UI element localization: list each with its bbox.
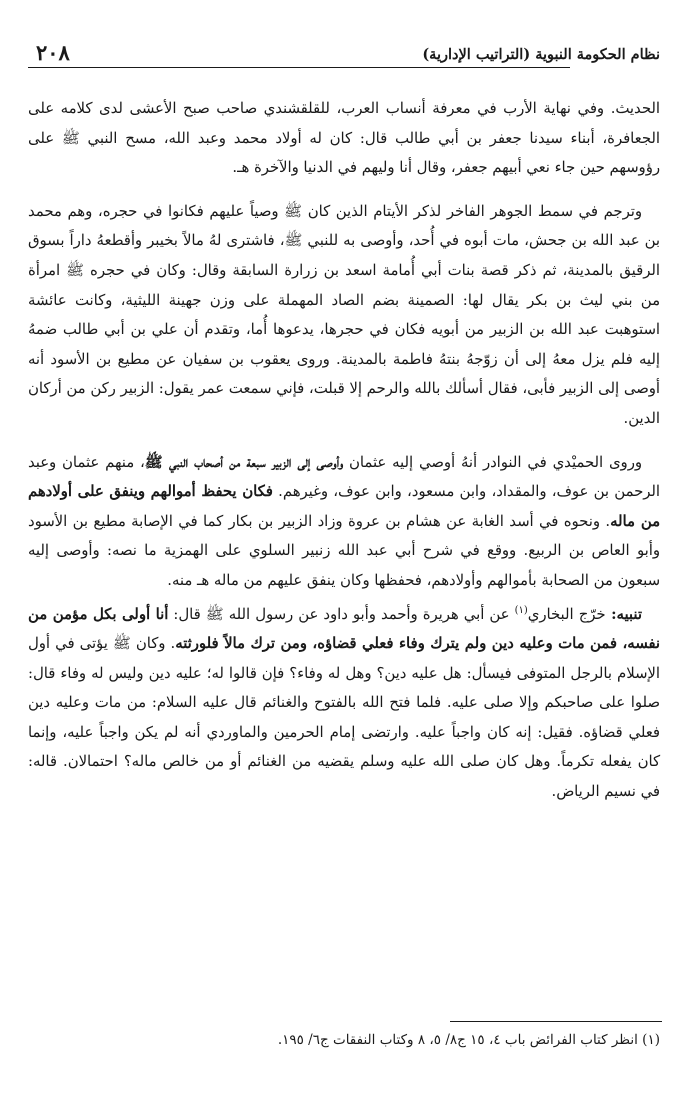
header-rule — [28, 67, 570, 68]
paragraph-3-text-a: وروى الحميْدي في النوادر أنهُ أوصي إليه عثمان — [343, 453, 642, 471]
paragraph-3 — [28, 448, 660, 596]
paragraph-4-text-a: خرّج البخاري — [527, 605, 606, 623]
paragraph-3-bold-b: فكان يحفظ أموالهم وينفق على أولادهم من ماله — [28, 483, 661, 530]
notice-label: تنبيه: — [605, 605, 642, 623]
paragraph-2: وترجم في سمط الجوهر الفاخر لذكر الأيتام الذين كان ﷺ وصياً عليهم فكانوا في حجره، وهم محمد بن عبد الله بن جحش، مات أبوه في أُحد، وأوصى به للنبي ﷺ، فاشترى لهُ مالاً بخيبر وأقطعهُ داراً بسوق الرقيق بالمدينة، ثم ذكر قصة بنات أبي أُمامة اسعد بن زرارة السابقة وقال: وكان في حجره ﷺ امرأة من بني ليث بن بكر يقال لها: الصمينة بضم الصاد المهملة على وزن جهينة الليثية، وكانت عائشة استوهبت عبد الله بن الزبير من أبويه فكان في حجرها، يدعوها أُما، وتقدم أن علي بن أبي طالب ضمهُ إليه فلم يزل معهُ إلى أن زوّجهُ بنتهُ فاطمة بالمدينة. وروى يعقوب بن سفيان عن مطيع بن الأسود أنه أوصى إلى الزبير فأبى، فقال أسألك بالله والرحم إلا قبلت، فإني سمعت عمر يقول: الزبير ركن من أركان الدين. — [28, 202, 660, 427]
footnote-reference: (١) — [514, 604, 528, 616]
page-header — [28, 36, 660, 66]
paragraph-4 — [28, 596, 660, 807]
paragraph-3-text-c: . ونحوه في أسد الغابة عن هشام بن عروة وزاد الزبير بن بكار كما في الإصابة مطيع بن الأسود وأبو العاص بن الربيع. ووقع في شرح أبي عبد الله زنبير السلوي على الهمزية ما نصه: وأوصى إليه سبعون من الصحابة بأموالهم وأولادهم، فحفظها وكان ينفق عليهم من ماله هـ منه. — [28, 512, 660, 589]
page-number: ٢٠٨ — [36, 40, 70, 65]
running-title: نظام الحكومة النبوية (التراتيب الإدارية) — [422, 46, 660, 63]
paragraph-3-bold-a: وأوصى إلى الزبير سبعة من أصحاب النبي ﷺ — [144, 453, 344, 471]
footnote: (١) انظر كتاب الفرائض باب ٤، ١٥ ج٨/ ٥، ٨ وكتاب النفقات ج٦/ ١٩٥. — [277, 1032, 660, 1048]
paragraph-3-text-b: ، منهم عثمان وعبد الرحمن بن عوف، والمقداد، وابن مسعود، وابن عوف، وغيرهم. — [28, 453, 660, 501]
hadith-quote: أنا أولى بكل مؤمن من نفسه، فمن مات وعليه دين ولم يترك وفاء فعلي قضاؤه، ومن ترك مالاً فلورثته — [28, 605, 660, 653]
footnote-rule — [450, 1021, 662, 1022]
paragraph-4-text-c: . وكان ﷺ يؤتى في أول الإسلام بالرجل المتوفى فيسأل: هل عليه دين؟ وهل له وفاء؟ فإن قالوا له؛ عليه دين وليس له وفاء قال: صلوا على صاحبكم وإلا صلى عليه. فلما فتح الله بالفتوح والغنائم قال عليه السلام: من مات وعليه دين فعلي قضاؤه. فقيل: إنه كان واجباً عليه. وارتضى إمام الحرمين والماوردي أنه لم يكن واجباً عليه، وإنما كان يفعله تكرماً. وهل كان صلى الله عليه وسلم يقضيه من الغنائم أو من خالص ماله؟ احتمالان. قاله: في نسيم الرياض. — [28, 635, 660, 800]
paragraph-1: الحديث. وفي نهاية الأرب في معرفة أنساب العرب، للقلقشندي صاحب صبح الأعشى لدى كلامه على الجعافرة، أبناء سيدنا جعفر بن أبي طالب قال: كان له أولاد محمد وعبد الله، مسح النبي ﷺ على رؤوسهم حين جاء نعي أبيهم جعفر، وقال أنا وليهم في الدنيا والآخرة هـ. — [28, 100, 660, 177]
paragraph-4-text-b: عن أبي هريرة وأحمد وأبو داود عن رسول الله ﷺ قال: — [168, 605, 515, 623]
body-text — [28, 94, 660, 807]
